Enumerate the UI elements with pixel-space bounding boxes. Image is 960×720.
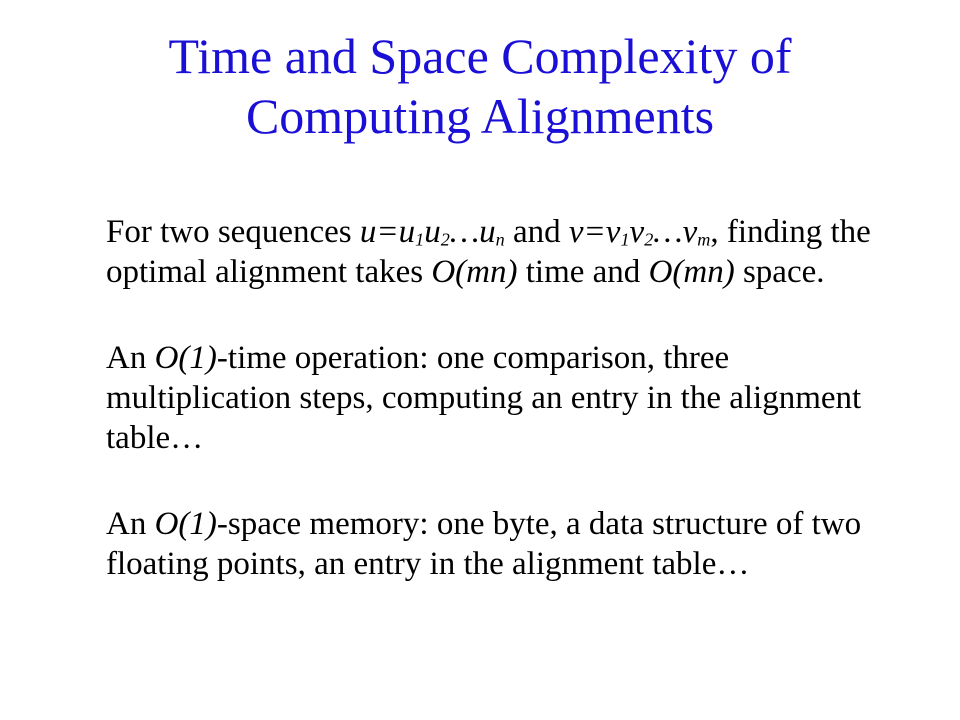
v-dots: …v bbox=[653, 214, 698, 250]
paragraph-1-line-2 bbox=[106, 252, 926, 292]
u-eq: u=u bbox=[359, 214, 416, 250]
text-for-two-sequences: For two sequences bbox=[106, 214, 360, 250]
space-complexity: O(mn) bbox=[648, 254, 735, 290]
text-an: An bbox=[106, 340, 155, 376]
title-line-2: Computing Alignments bbox=[245, 88, 715, 144]
u-second: u bbox=[424, 214, 441, 250]
v-eq: v=v bbox=[568, 214, 621, 250]
slide-body bbox=[106, 212, 926, 584]
paragraph-2-line-2: multiplication steps, computing an entry in the alignment bbox=[106, 380, 862, 416]
sequence-u bbox=[360, 214, 505, 250]
u-dots: …u bbox=[449, 214, 496, 250]
text-space: space. bbox=[734, 254, 825, 290]
paragraph-2-line-3: table… bbox=[106, 420, 204, 456]
v-sub-m: m bbox=[697, 229, 711, 250]
sequence-v bbox=[569, 214, 710, 250]
u-sub-n: n bbox=[495, 229, 505, 250]
text-an: An bbox=[106, 506, 155, 542]
constant-time: O(1) bbox=[154, 340, 217, 376]
u-sub-1: 1 bbox=[415, 229, 425, 250]
paragraph-3-line-2: floating points, an entry in the alignment table… bbox=[106, 546, 750, 582]
slide-title bbox=[60, 26, 900, 146]
u-sub-2: 2 bbox=[440, 229, 450, 250]
paragraph-3-line-1 bbox=[106, 504, 926, 544]
text-time-operation: -time operation: one comparison, three bbox=[216, 340, 730, 376]
title-line-1: Time and Space Complexity of bbox=[168, 28, 792, 84]
text-and: and bbox=[504, 214, 569, 250]
paragraph-complexity bbox=[106, 212, 926, 292]
paragraph-space-memory bbox=[106, 504, 926, 584]
time-complexity: O(mn) bbox=[431, 254, 518, 290]
text-time-and: time and bbox=[517, 254, 649, 290]
v-second: v bbox=[629, 214, 645, 250]
paragraph-1-line-1 bbox=[106, 212, 926, 252]
text-space-memory: -space memory: one byte, a data structure of two bbox=[216, 506, 862, 542]
v-sub-2: 2 bbox=[644, 229, 654, 250]
text-optimal-alignment: optimal alignment takes bbox=[106, 254, 432, 290]
paragraph-2-line-1 bbox=[106, 338, 926, 378]
v-sub-1: 1 bbox=[620, 229, 630, 250]
paragraph-time-operation bbox=[106, 338, 926, 458]
constant-space: O(1) bbox=[154, 506, 217, 542]
text-finding-the: , finding the bbox=[710, 214, 871, 250]
